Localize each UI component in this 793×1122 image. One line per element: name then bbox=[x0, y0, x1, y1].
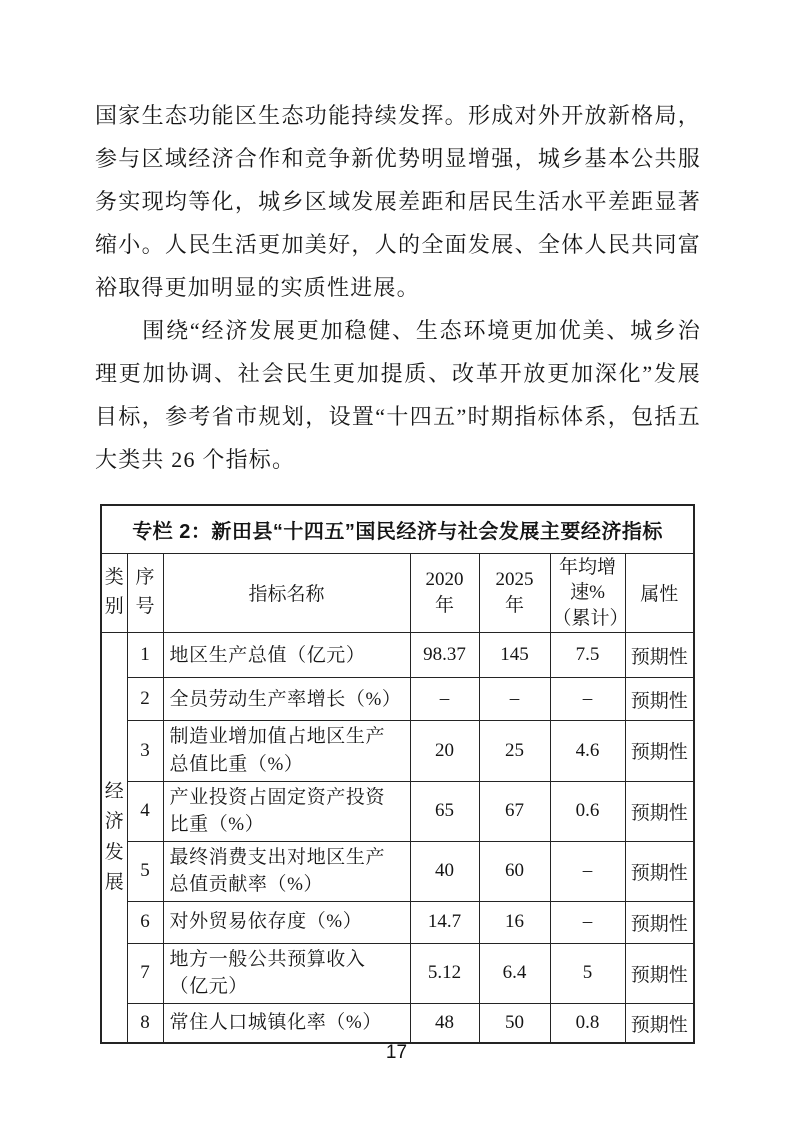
category-cell: 经济发展 bbox=[101, 633, 127, 1043]
seq-cell: 3 bbox=[127, 721, 163, 781]
header-growth: 年均增速%（累计） bbox=[550, 553, 625, 633]
value-2025-cell: – bbox=[479, 678, 550, 721]
seq-cell: 5 bbox=[127, 841, 163, 901]
growth-cell: 0.6 bbox=[550, 781, 625, 841]
value-2025-cell: 50 bbox=[479, 1003, 550, 1043]
growth-cell: 7.5 bbox=[550, 633, 625, 678]
body-text bbox=[95, 94, 701, 481]
growth-cell: – bbox=[550, 901, 625, 943]
growth-cell: 4.6 bbox=[550, 721, 625, 781]
seq-cell: 2 bbox=[127, 678, 163, 721]
attribute-cell: 预期性 bbox=[625, 633, 694, 678]
seq-cell: 4 bbox=[127, 781, 163, 841]
seq-cell: 6 bbox=[127, 901, 163, 943]
indicator-cell: 对外贸易依存度（%） bbox=[163, 901, 410, 943]
header-2020: 2020年 bbox=[410, 553, 479, 633]
value-2020-cell: 14.7 bbox=[410, 901, 479, 943]
table-title: 专栏 2：新田县“十四五”国民经济与社会发展主要经济指标 bbox=[101, 505, 694, 553]
paragraph-2: 围绕“经济发展更加稳健、生态环境更加优美、城乡治理更加协调、社会民生更加提质、改革开放更加深化”发展目标，参考省市规划，设置“十四五”时期指标体系，包括五大类共 26 个指标。 bbox=[95, 318, 701, 472]
indicator-cell: 全员劳动生产率增长（%） bbox=[163, 678, 410, 721]
indicator-cell: 地方一般公共预算收入（亿元） bbox=[163, 943, 410, 1003]
value-2020-cell: 5.12 bbox=[410, 943, 479, 1003]
value-2025-cell: 16 bbox=[479, 901, 550, 943]
value-2020-cell: 98.37 bbox=[410, 633, 479, 678]
value-2020-cell: 65 bbox=[410, 781, 479, 841]
value-2025-cell: 67 bbox=[479, 781, 550, 841]
table-row bbox=[101, 721, 694, 781]
header-2025: 2025年 bbox=[479, 553, 550, 633]
table-row bbox=[101, 901, 694, 943]
value-2020-cell: 48 bbox=[410, 1003, 479, 1043]
value-2025-cell: 145 bbox=[479, 633, 550, 678]
attribute-cell: 预期性 bbox=[625, 841, 694, 901]
value-2025-cell: 25 bbox=[479, 721, 550, 781]
attribute-cell: 预期性 bbox=[625, 1003, 694, 1043]
seq-cell: 8 bbox=[127, 1003, 163, 1043]
table-header-row bbox=[101, 553, 694, 633]
value-2020-cell: – bbox=[410, 678, 479, 721]
growth-cell: – bbox=[550, 678, 625, 721]
seq-cell: 7 bbox=[127, 943, 163, 1003]
attribute-cell: 预期性 bbox=[625, 721, 694, 781]
header-category: 类别 bbox=[101, 553, 127, 633]
attribute-cell: 预期性 bbox=[625, 678, 694, 721]
indicator-cell: 产业投资占固定资产投资比重（%） bbox=[163, 781, 410, 841]
value-2020-cell: 20 bbox=[410, 721, 479, 781]
indicator-cell: 地区生产总值（亿元） bbox=[163, 633, 410, 678]
seq-cell: 1 bbox=[127, 633, 163, 678]
indicator-cell: 制造业增加值占地区生产总值比重（%） bbox=[163, 721, 410, 781]
header-seq: 序号 bbox=[127, 553, 163, 633]
value-2025-cell: 60 bbox=[479, 841, 550, 901]
growth-cell: 5 bbox=[550, 943, 625, 1003]
paragraph-1: 国家生态功能区生态功能持续发挥。形成对外开放新格局，参与区域经济合作和竞争新优势明显增强，城乡基本公共服务实现均等化，城乡区域发展差距和居民生活水平差距显著缩小。人民生活更加美好，人的全面发展、全体人民共同富裕取得更加明显的实质性进展。 bbox=[95, 103, 701, 300]
growth-cell: 0.8 bbox=[550, 1003, 625, 1043]
value-2025-cell: 6.4 bbox=[479, 943, 550, 1003]
table-row bbox=[101, 678, 694, 721]
table-row bbox=[101, 633, 694, 678]
table-title-row bbox=[101, 505, 694, 553]
indicators-table bbox=[100, 504, 695, 1044]
table-row bbox=[101, 781, 694, 841]
table-row bbox=[101, 1003, 694, 1043]
growth-cell: – bbox=[550, 841, 625, 901]
table-row bbox=[101, 943, 694, 1003]
attribute-cell: 预期性 bbox=[625, 781, 694, 841]
header-attribute: 属性 bbox=[625, 553, 694, 633]
attribute-cell: 预期性 bbox=[625, 901, 694, 943]
indicator-cell: 最终消费支出对地区生产总值贡献率（%） bbox=[163, 841, 410, 901]
attribute-cell: 预期性 bbox=[625, 943, 694, 1003]
indicator-cell: 常住人口城镇化率（%） bbox=[163, 1003, 410, 1043]
header-indicator: 指标名称 bbox=[163, 553, 410, 633]
page-number: 17 bbox=[385, 1042, 408, 1063]
table-row bbox=[101, 841, 694, 901]
value-2020-cell: 40 bbox=[410, 841, 479, 901]
